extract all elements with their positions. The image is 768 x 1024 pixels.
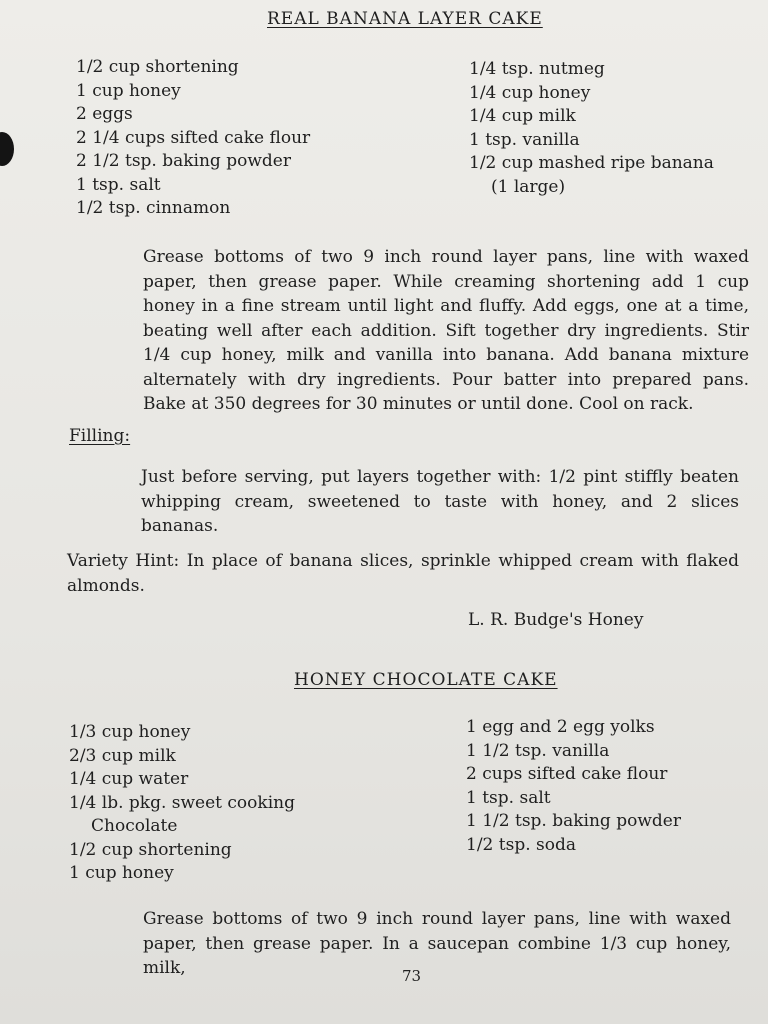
recipe-title-banana-cake: REAL BANANA LAYER CAKE [267, 9, 543, 29]
ingredients-right-chocolate [466, 716, 681, 857]
ingredient-line: 1/2 tsp. soda [466, 834, 576, 855]
ingredients-left-banana [76, 56, 310, 221]
filling-label: Filling: [69, 426, 131, 446]
binder-hole [0, 132, 14, 166]
ingredient-line: 2 eggs [76, 104, 133, 124]
ingredient-line: 1 1/2 tsp. vanilla [466, 740, 610, 761]
ingredient-line: 1 egg and 2 egg yolks [466, 717, 655, 737]
ingredient-line: 1 1/2 tsp. baking powder [466, 811, 681, 831]
ingredient-line: 2 1/4 cups sifted cake flour [76, 127, 311, 148]
ingredient-line: 2 cups sifted cake flour [466, 764, 668, 784]
ingredient-line: 1 cup honey [76, 80, 181, 101]
ingredients-left-chocolate [69, 721, 295, 886]
ingredient-line: 2 1/2 tsp. baking powder [76, 151, 291, 171]
ingredient-line: 1/4 cup milk [469, 106, 576, 126]
ingredient-line: 1/4 cup honey [469, 82, 591, 103]
recipe-title-chocolate-cake: HONEY CHOCOLATE CAKE [294, 670, 558, 690]
ingredient-line: 1/2 tsp. cinnamon [76, 198, 231, 218]
ingredient-line: 1 cup honey [69, 863, 174, 883]
ingredient-line: 1/4 cup water [69, 769, 189, 789]
ingredient-line: (1 large) [491, 176, 566, 197]
attribution: L. R. Budge's Honey [468, 610, 644, 630]
directions-banana: Grease bottoms of two 9 inch round layer pans, line with waxed paper, then grease paper. While creaming shortening add 1 cup honey in a fine stream until light and fluffy. Add eggs, one at a time, beating well after each addition. Sift together dry ingredients. Stir 1/4 cup honey, milk and vanilla into banana. Add banana mixture alternately with dry ingredients. Pour batter into prepared pans. Bake at 350 degrees for 30 minutes or until done. Cool on rack. [143, 247, 749, 414]
ingredients-right-banana [469, 58, 714, 199]
ingredient-line: 1/2 cup shortening [69, 839, 232, 860]
ingredient-line: 1 tsp. salt [76, 174, 161, 195]
page-number: 73 [402, 967, 422, 985]
ingredient-line: 1 tsp. vanilla [469, 129, 580, 150]
ingredient-line: Chocolate [91, 816, 178, 836]
variety-hint: Variety Hint: In place of banana slices, sprinkle whipped cream with flaked almonds. [67, 551, 739, 596]
ingredient-line: 1 tsp. salt [466, 787, 551, 808]
ingredient-line: 2/3 cup milk [69, 745, 176, 766]
ingredient-line: 1/2 cup shortening [76, 57, 239, 77]
filling-text: Just before serving, put layers together with: 1/2 pint stiffly beaten whipping cream, sweetened to taste with honey, and 2 slices bananas. [141, 467, 739, 536]
ingredient-line: 1/4 lb. pkg. sweet cooking [69, 792, 295, 813]
ingredient-line: 1/4 tsp. nutmeg [469, 59, 605, 79]
ingredient-line: 1/3 cup honey [69, 722, 191, 742]
ingredient-line: 1/2 cup mashed ripe banana [469, 153, 714, 173]
directions-chocolate: Grease bottoms of two 9 inch round layer pans, line with waxed paper, then grease paper. In a saucepan combine 1/3 cup honey, milk, [143, 909, 731, 978]
